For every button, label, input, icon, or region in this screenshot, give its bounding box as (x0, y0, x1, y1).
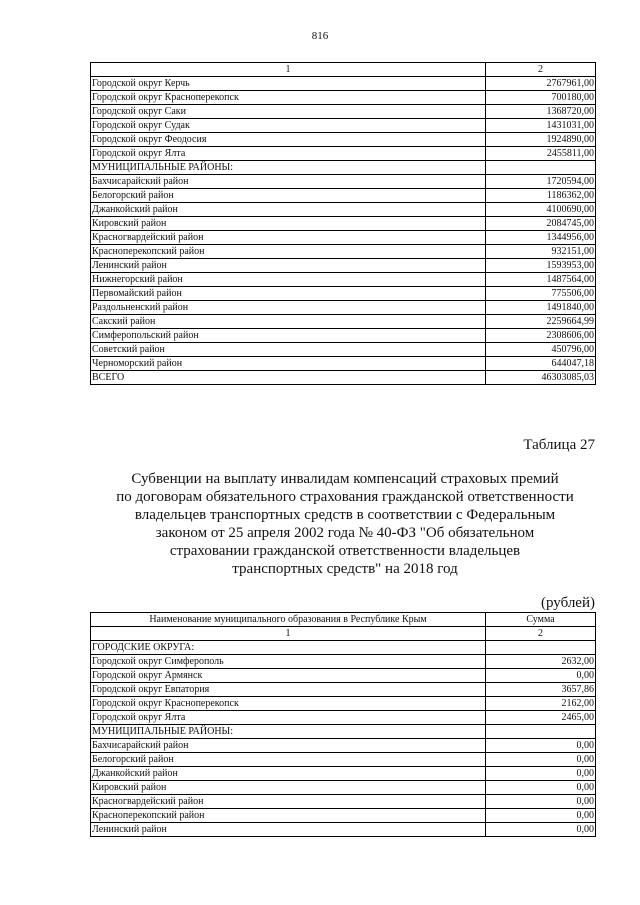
municipality-name: МУНИЦИПАЛЬНЫЕ РАЙОНЫ: (91, 161, 486, 175)
total-value: 46303085,03 (486, 371, 596, 385)
table-row (91, 329, 596, 343)
municipality-name: Первомайский район (91, 287, 486, 301)
amount-value: 1368720,00 (486, 105, 596, 119)
table-row (91, 273, 596, 287)
table-row (91, 315, 596, 329)
table-row (91, 655, 596, 669)
municipality-name: Красноперекопский район (91, 245, 486, 259)
amount-value: 0,00 (486, 753, 596, 767)
municipality-name: Городской округ Евпатория (91, 683, 486, 697)
table-row (91, 781, 596, 795)
table-row (91, 259, 596, 273)
amount-value: 0,00 (486, 823, 596, 837)
amount-value: 0,00 (486, 809, 596, 823)
table-label: Таблица 27 (523, 437, 595, 453)
title-line: владельцев транспортных средств в соответствии с Федеральным (134, 507, 556, 523)
amount-value: 775506,00 (486, 287, 596, 301)
municipality-name: Советский район (91, 343, 486, 357)
municipality-name: Нижнегорский район (91, 273, 486, 287)
column-number-1: 1 (91, 627, 486, 641)
table-row (91, 301, 596, 315)
amount-value: 4100690,00 (486, 203, 596, 217)
amount-value: 644047,18 (486, 357, 596, 371)
column-number-1: 1 (91, 63, 486, 77)
header-amount: Сумма (486, 613, 596, 627)
column-number-2: 2 (486, 63, 596, 77)
municipality-name: Городской округ Ялта (91, 711, 486, 725)
table-title (95, 470, 595, 578)
table-row (91, 697, 596, 711)
amount-value (486, 725, 596, 739)
amount-value: 0,00 (486, 669, 596, 683)
amount-value: 450796,00 (486, 343, 596, 357)
amount-value: 1344956,00 (486, 231, 596, 245)
amount-value: 2632,00 (486, 655, 596, 669)
title-line: законом от 25 апреля 2002 года № 40-ФЗ "Об обязательном (155, 525, 535, 541)
amount-value: 0,00 (486, 795, 596, 809)
column-number-row (91, 627, 596, 641)
municipality-name: Городской округ Красноперекопск (91, 91, 486, 105)
table-row (91, 245, 596, 259)
page-number: 816 (311, 30, 329, 42)
amount-value: 3657,86 (486, 683, 596, 697)
table-row (91, 725, 596, 739)
municipality-name: Джанкойский район (91, 203, 486, 217)
title-line: по договорам обязательного страхования гражданской ответственности (116, 489, 574, 505)
table-row (91, 343, 596, 357)
table-row (91, 175, 596, 189)
municipality-name: Городской округ Симферополь (91, 655, 486, 669)
municipality-name: Красногвардейский район (91, 795, 486, 809)
table-row (91, 357, 596, 371)
municipality-name: Городской округ Феодосия (91, 133, 486, 147)
amount-value: 2455811,00 (486, 147, 596, 161)
municipality-name: Джанкойский район (91, 767, 486, 781)
column-number-row (91, 63, 596, 77)
table-row (91, 203, 596, 217)
table-row (91, 287, 596, 301)
municipality-name: Городской округ Судак (91, 119, 486, 133)
municipality-name: ГОРОДСКИЕ ОКРУГА: (91, 641, 486, 655)
municipality-name: Городской округ Красноперекопск (91, 697, 486, 711)
municipality-name: Красногвардейский район (91, 231, 486, 245)
table-row (91, 231, 596, 245)
municipality-name: Раздольненский район (91, 301, 486, 315)
table-row (91, 105, 596, 119)
amount-value: 2162,00 (486, 697, 596, 711)
amount-value: 2259664,99 (486, 315, 596, 329)
column-number-2: 2 (486, 627, 596, 641)
amount-value: 2465,00 (486, 711, 596, 725)
amount-value: 1431031,00 (486, 119, 596, 133)
municipality-name: Белогорский район (91, 753, 486, 767)
table-row (91, 77, 596, 91)
header-municipality: Наименование муниципального образования в Республике Крым (91, 613, 486, 627)
title-line: страховании гражданской ответственности владельцев (169, 543, 521, 559)
municipality-name: МУНИЦИПАЛЬНЫЕ РАЙОНЫ: (91, 725, 486, 739)
municipality-name: Городской округ Саки (91, 105, 486, 119)
amount-value: 1593953,00 (486, 259, 596, 273)
table-row (91, 809, 596, 823)
municipality-name: Белогорский район (91, 189, 486, 203)
table-row (91, 683, 596, 697)
table-row (91, 133, 596, 147)
amount-value: 0,00 (486, 781, 596, 795)
municipality-name: Бахчисарайский район (91, 739, 486, 753)
table-row (91, 823, 596, 837)
amount-value: 2767961,00 (486, 77, 596, 91)
municipality-name: Черноморский район (91, 357, 486, 371)
amount-value: 0,00 (486, 767, 596, 781)
amount-value: 1491840,00 (486, 301, 596, 315)
amount-value: 1186362,00 (486, 189, 596, 203)
municipality-name: Городской округ Армянск (91, 669, 486, 683)
subsidy-table-continued (90, 62, 596, 385)
municipality-name: Красноперекопский район (91, 809, 486, 823)
units-label: (рублей) (540, 595, 595, 611)
amount-value: 0,00 (486, 739, 596, 753)
title-line: Субвенции на выплату инвалидам компенсаций страховых премий (131, 471, 559, 487)
table-row (91, 147, 596, 161)
table-row (91, 711, 596, 725)
table-row (91, 795, 596, 809)
amount-value: 2308606,00 (486, 329, 596, 343)
amount-value: 1487564,00 (486, 273, 596, 287)
header-row (91, 613, 596, 627)
table-row (91, 739, 596, 753)
amount-value: 1720594,00 (486, 175, 596, 189)
municipality-name: Бахчисарайский район (91, 175, 486, 189)
table-row (91, 753, 596, 767)
total-row (91, 371, 596, 385)
total-label: ВСЕГО (91, 371, 486, 385)
table-row (91, 669, 596, 683)
municipality-name: Кировский район (91, 217, 486, 231)
amount-value: 932151,00 (486, 245, 596, 259)
amount-value (486, 161, 596, 175)
amount-value: 2084745,00 (486, 217, 596, 231)
amount-value: 700180,00 (486, 91, 596, 105)
table-row (91, 217, 596, 231)
municipality-name: Городской округ Ялта (91, 147, 486, 161)
amount-value: 1924890,00 (486, 133, 596, 147)
table-row (91, 91, 596, 105)
compensation-table (90, 612, 596, 837)
municipality-name: Городской округ Керчь (91, 77, 486, 91)
municipality-name: Сакский район (91, 315, 486, 329)
municipality-name: Ленинский район (91, 823, 486, 837)
title-line: транспортных средств" на 2018 год (232, 561, 458, 577)
municipality-name: Ленинский район (91, 259, 486, 273)
municipality-name: Симферопольский район (91, 329, 486, 343)
municipality-name: Кировский район (91, 781, 486, 795)
table-row (91, 189, 596, 203)
table-row (91, 161, 596, 175)
table-row (91, 641, 596, 655)
table-row (91, 119, 596, 133)
amount-value (486, 641, 596, 655)
table-row (91, 767, 596, 781)
